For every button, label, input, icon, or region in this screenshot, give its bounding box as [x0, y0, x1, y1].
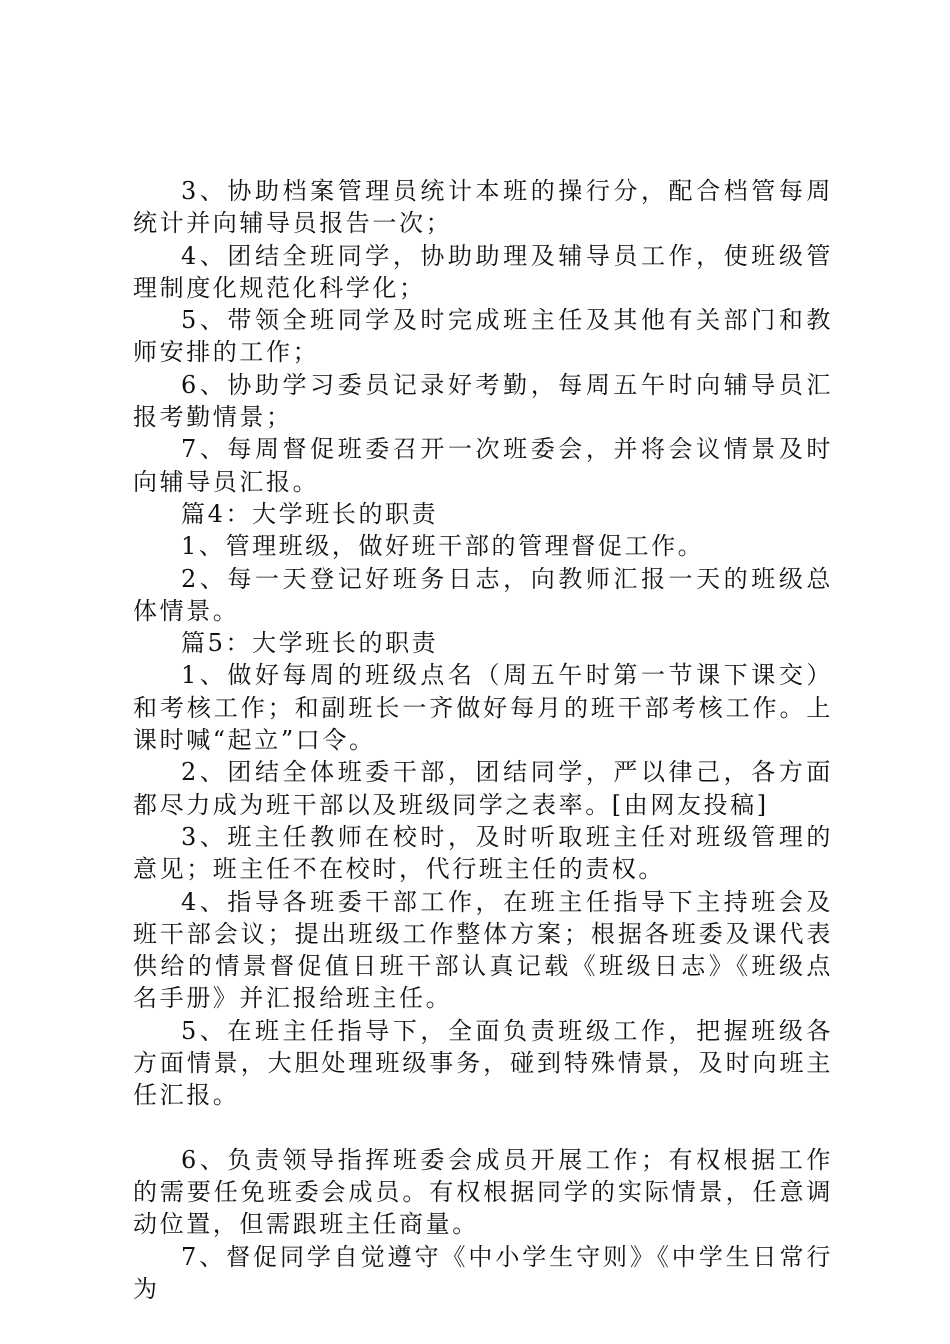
paragraph-item-3: 3、班主任教师在校时，及时听取班主任对班级管理的意见；班主任不在校时，代行班主任的责权。 — [133, 822, 833, 884]
paragraph-item-5: 5、在班主任指导下，全面负责班级工作，把握班级各方面情景，大胆处理班级事务，碰到特殊情景，及时向班主任汇报。 — [133, 1016, 833, 1110]
paragraph-item-4: 4、团结全班同学，协助助理及辅导员工作，使班级管理制度化规范化科学化； — [133, 241, 833, 302]
paragraph-item-5: 5、带领全班同学及时完成班主任及其他有关部门和教师安排的工作； — [133, 306, 833, 367]
paragraph-item-2: 2、每一天登记好班务日志，向教师汇报一天的班级总体情景。 — [133, 564, 833, 625]
section-heading-5: 篇5：大学班长的职责 — [181, 629, 439, 658]
section-heading-4: 篇4：大学班长的职责 — [181, 499, 439, 528]
paragraph-item-1: 1、管理班级，做好班干部的管理督促工作。 — [181, 532, 705, 561]
document-body — [133, 175, 833, 1305]
paragraph-item-2: 2、团结全体班委干部，团结同学，严以律己，各方面都尽力成为班干部以及班级同学之表率。[由网友投稿] — [133, 758, 833, 819]
paragraph-item-1: 1、做好每周的班级点名（周五午时第一节课下课交）和考核工作；和副班长一齐做好每月的班干部考核工作。上课时喊“起立”口令。 — [133, 661, 833, 755]
paragraph-item-7: 7、每周督促班委召开一次班委会，并将会议情景及时向辅导员汇报。 — [133, 435, 833, 496]
paragraph-item-3: 3、协助档案管理员统计本班的操行分，配合档管每周统计并向辅导员报告一次； — [133, 177, 833, 238]
paragraph-item-6: 6、协助学习委员记录好考勤，每周五午时向辅导员汇报考勤情景； — [133, 370, 833, 432]
paragraph-item-4: 4、指导各班委干部工作，在班主任指导下主持班会及班干部会议；提出班级工作整体方案；根据各班委及课代表供给的情景督促值日班干部认真记载《班级日志》《班级点名手册》并汇报给班主任。 — [133, 887, 833, 1013]
paragraph-item-6: 6、负责领导指挥班委会成员开展工作；有权根据工作的需要任免班委会成员。有权根据同学的实际情景，任意调动位置，但需跟班主任商量。 — [133, 1145, 833, 1239]
paragraph-gap — [133, 1112, 833, 1144]
paragraph-item-7: 7、督促同学自觉遵守《中小学生守则》《中学生日常行为 — [133, 1242, 833, 1303]
